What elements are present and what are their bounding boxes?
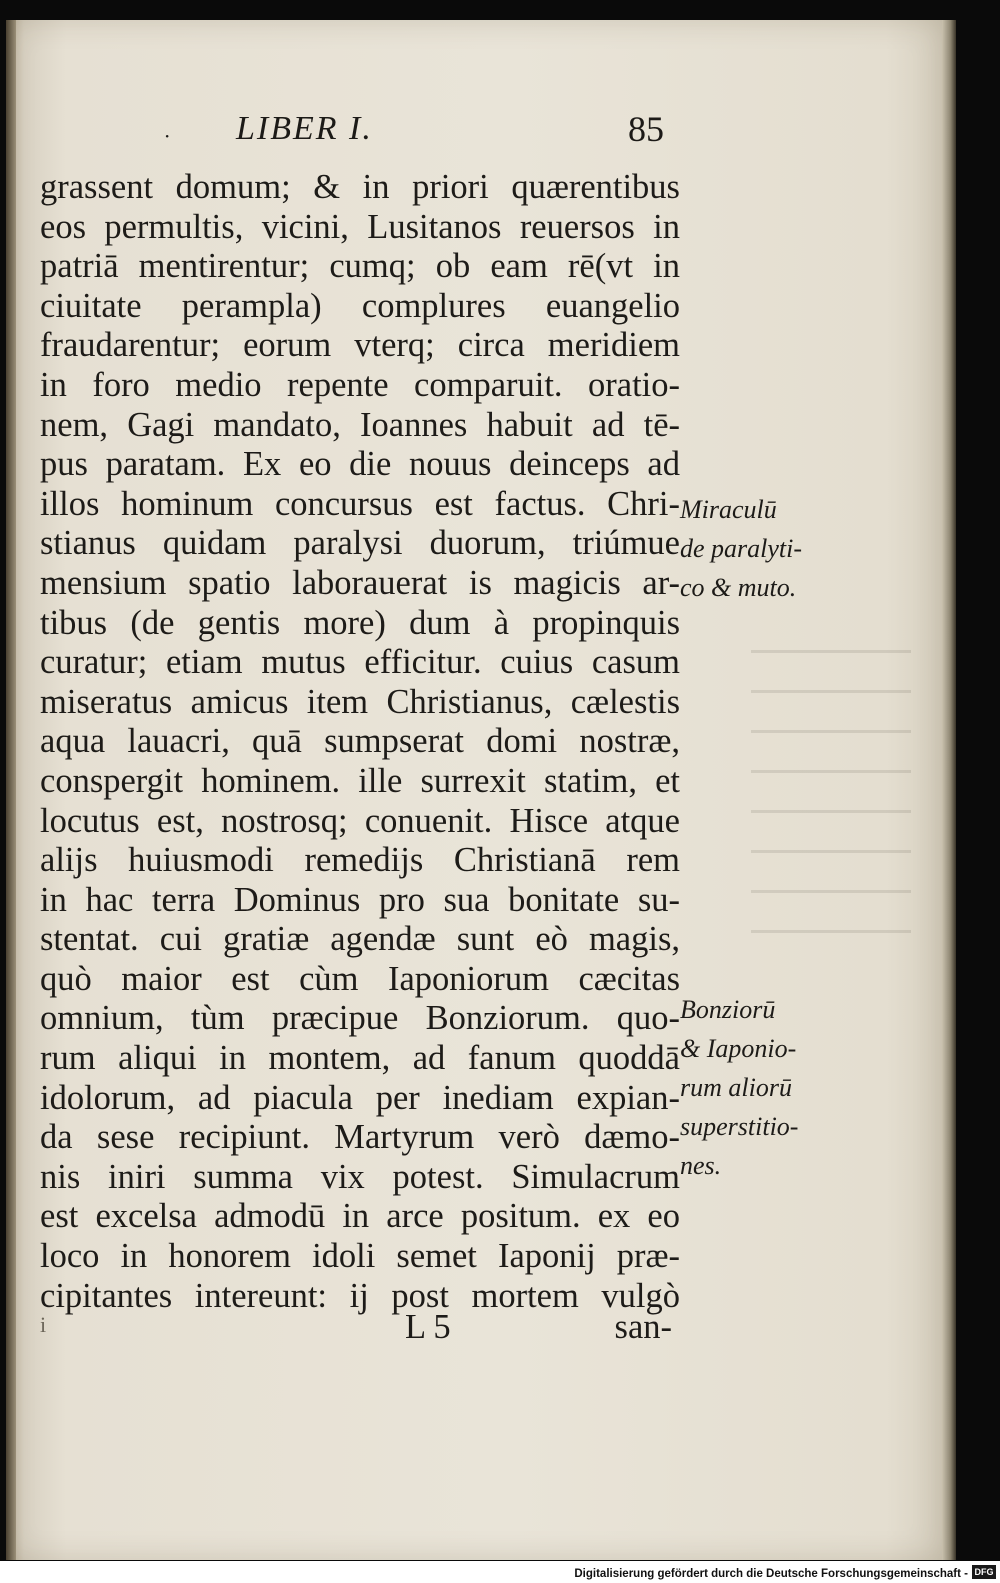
- note-line: Miraculū: [680, 495, 777, 524]
- text-line: miseratus amicus item Christianus, cælestis: [40, 682, 680, 721]
- text-line: illos hominum concursus est factus. Chri-: [40, 484, 680, 523]
- page-number: 85: [628, 109, 664, 149]
- text-line: aqua lauacri, quā sumpserat domi nostræ,: [40, 722, 680, 761]
- signature-mark: L 5: [405, 1308, 451, 1346]
- page-edge-stack: [942, 20, 956, 1560]
- note-line: nes.: [680, 1151, 722, 1180]
- note-line: Bonziorū: [680, 995, 776, 1024]
- text-line: cipitantes intereunt: ij post mortem vulgò: [40, 1276, 680, 1315]
- text-line: grassent domum; & in priori quærentibus: [40, 168, 680, 206]
- text-line: mensium spatio laborauerat is magicis ar-: [40, 563, 680, 602]
- text-line: alijs huiusmodi remedijs Christianā rem: [40, 841, 680, 880]
- text-line: stianus quidam paralysi duorum, triúmue: [40, 524, 680, 563]
- text-line: conspergit hominem. ille surrexit statim, et: [40, 761, 680, 800]
- digitization-footer: [0, 1561, 1000, 1583]
- marginal-note-superstitions: [680, 990, 840, 1185]
- show-through-text: [751, 620, 911, 940]
- book-spine-shadow: [6, 20, 16, 1560]
- text-line: rum aliqui in montem, ad fanum quoddā: [40, 1039, 680, 1078]
- catchword: san-: [614, 1308, 672, 1346]
- text-line: eos permultis, vicini, Lusitanos reuersos in: [40, 207, 680, 246]
- catchline: [40, 1308, 680, 1352]
- book-page: [6, 20, 942, 1560]
- text-line: fraudarentur; eorum vterq; circa meridiem: [40, 326, 680, 365]
- dfg-logo: DFG: [972, 1565, 996, 1579]
- text-line: quò maior est cùm Iaponiorum cæcitas: [40, 959, 680, 998]
- text-line: in foro medio repente comparuit. oratio-: [40, 365, 680, 404]
- text-line: in hac terra Dominus pro sua bonitate su-: [40, 880, 680, 919]
- text-line: da sese recipiunt. Martyrum verò dæmo-: [40, 1118, 680, 1157]
- note-line: superstitio-: [680, 1112, 799, 1141]
- note-line: & Iaponio-: [680, 1034, 797, 1063]
- text-line: patriā mentirentur; cumq; ob eam rē(vt in: [40, 247, 680, 286]
- running-title: LIBER I.: [236, 110, 373, 147]
- stray-mark: i: [40, 1312, 47, 1337]
- text-line: ciuitate perampla) complures euangelio: [40, 286, 680, 325]
- text-line: locutus est, nostrosq; conuenit. Hisce atque: [40, 801, 680, 840]
- marginal-note-miracle: [680, 490, 840, 607]
- funding-credit: Digitalisierung gefördert durch die Deutsche Forschungsgemeinschaft -: [574, 1568, 968, 1580]
- text-line: loco in honorem idoli semet Iaponij præ-: [40, 1237, 680, 1276]
- main-text-block: [40, 168, 680, 1316]
- note-line: co & muto.: [680, 573, 797, 602]
- text-line: tibus (de gentis more) dum à propinquis: [40, 603, 680, 642]
- note-line: rum aliorū: [680, 1073, 792, 1102]
- text-line: curatur; etiam mutus efficitur. cuius casum: [40, 643, 680, 682]
- header-dot: ·: [164, 124, 171, 148]
- text-line: pus paratam. Ex eo die nouus deinceps ad: [40, 445, 680, 484]
- text-line: nem, Gagi mandato, Ioannes habuit ad tē-: [40, 405, 680, 444]
- text-line: omnium, tùm præcipue Bonziorum. quo-: [40, 999, 680, 1038]
- page-header: [166, 110, 686, 160]
- text-line: idolorum, ad piacula per inediam expian-: [40, 1078, 680, 1117]
- text-line: stentat. cui gratiæ agendæ sunt eò magis,: [40, 920, 680, 959]
- text-line: est excelsa admodū in arce positum. ex eo: [40, 1197, 680, 1236]
- note-line: de paralyti-: [680, 534, 803, 563]
- text-line: nis iniri summa vix potest. Simulacrum: [40, 1157, 680, 1196]
